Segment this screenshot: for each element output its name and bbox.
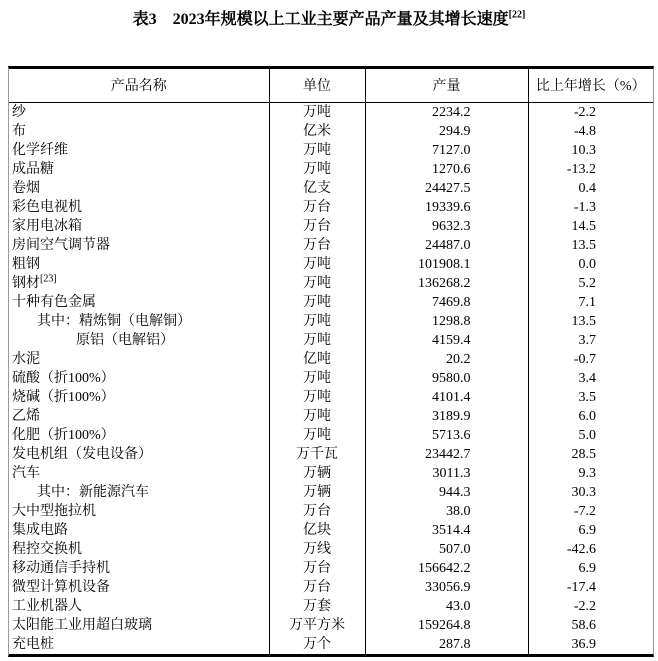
table-row <box>9 597 653 616</box>
col-header-growth: 比上年增长（%） <box>528 69 653 102</box>
table-row <box>9 540 653 559</box>
growth-value-cell: 6.9 <box>578 522 596 538</box>
product-name-label: 发电机组（发电设备） <box>12 446 152 462</box>
product-name-label: 工业机器人 <box>12 598 82 614</box>
output-value-cell: 1270.6 <box>365 160 528 179</box>
product-name-label: 十种有色金属 <box>12 294 96 310</box>
product-name-cell <box>9 540 269 559</box>
unit-cell: 亿吨 <box>269 350 365 369</box>
product-name-label: 钢材 <box>12 275 40 291</box>
unit-cell: 万吨 <box>269 331 365 350</box>
output-value-cell: 156642.2 <box>365 559 528 578</box>
product-name-cell <box>9 350 269 369</box>
unit-cell: 万台 <box>269 198 365 217</box>
growth-value-cell: 0.4 <box>578 180 596 196</box>
table-row <box>9 616 653 635</box>
col-header-product-name: 产品名称 <box>9 69 269 102</box>
unit-cell: 亿支 <box>269 179 365 198</box>
table-row <box>9 160 653 179</box>
output-value-cell: 33056.9 <box>365 578 528 597</box>
product-name-cell <box>9 388 269 407</box>
growth-value-cell: 13.5 <box>571 237 596 253</box>
growth-value-cell: 7.1 <box>578 294 596 310</box>
product-name-cell <box>9 122 269 141</box>
output-value-cell: 4101.4 <box>365 388 528 407</box>
unit-cell: 万吨 <box>269 255 365 274</box>
unit-cell: 万台 <box>269 236 365 255</box>
product-name-cell <box>9 236 269 255</box>
product-name-label: 化学纤维 <box>12 142 68 158</box>
product-name-cell <box>9 407 269 426</box>
output-value-cell: 507.0 <box>365 540 528 559</box>
table-row <box>9 559 653 578</box>
product-name-label: 程控交换机 <box>12 541 82 557</box>
table-row <box>9 350 653 369</box>
product-name-label: 其中：精炼铜（电解铜） <box>37 313 191 329</box>
output-value-cell: 136268.2 <box>365 274 528 293</box>
table-row <box>9 331 653 350</box>
product-name-label: 乙烯 <box>12 408 40 424</box>
product-name-cell <box>9 369 269 388</box>
output-value-cell: 2234.2 <box>365 102 528 122</box>
table-row <box>9 388 653 407</box>
output-value-cell: 4159.4 <box>365 331 528 350</box>
product-name-cell <box>9 464 269 483</box>
growth-value-cell: -17.4 <box>566 579 596 595</box>
output-value-cell: 159264.8 <box>365 616 528 635</box>
product-name-label: 成品糖 <box>12 161 54 177</box>
table-row <box>9 407 653 426</box>
output-value-cell: 24487.0 <box>365 236 528 255</box>
growth-value-cell: 28.5 <box>571 446 596 462</box>
output-value-cell: 20.2 <box>365 350 528 369</box>
products-table-container <box>8 66 654 657</box>
product-name-label: 烧碱（折100%） <box>12 389 115 405</box>
growth-value-cell: 13.5 <box>571 313 596 329</box>
product-name-cell <box>9 426 269 445</box>
output-value-cell: 3514.4 <box>365 521 528 540</box>
product-name-cell <box>9 198 269 217</box>
output-value-cell: 3189.9 <box>365 407 528 426</box>
product-name-label: 充电桩 <box>12 636 54 652</box>
product-name-cell <box>9 445 269 464</box>
product-name-cell <box>9 102 269 122</box>
product-name-cell <box>9 502 269 521</box>
product-name-label: 布 <box>12 123 26 139</box>
unit-cell: 万吨 <box>269 293 365 312</box>
product-name-cell <box>9 160 269 179</box>
growth-value-cell: 5.2 <box>578 275 596 291</box>
output-value-cell: 9580.0 <box>365 369 528 388</box>
col-header-output: 产量 <box>365 69 528 102</box>
unit-cell: 万吨 <box>269 407 365 426</box>
table-row <box>9 255 653 274</box>
output-value-cell: 287.8 <box>365 635 528 654</box>
table-row <box>9 502 653 521</box>
output-value-cell: 294.9 <box>365 122 528 141</box>
product-name-label: 微型计算机设备 <box>12 579 110 595</box>
growth-value-cell: 9.3 <box>578 465 596 481</box>
product-name-cell <box>9 293 269 312</box>
table-row <box>9 198 653 217</box>
product-name-cell <box>9 559 269 578</box>
growth-value-cell: -4.8 <box>573 123 596 139</box>
growth-value-cell: -0.7 <box>573 351 596 367</box>
growth-value-cell: 3.7 <box>578 332 596 348</box>
growth-value-cell: 58.6 <box>571 617 596 633</box>
unit-cell: 万吨 <box>269 141 365 160</box>
table-title <box>0 6 658 29</box>
unit-cell: 万吨 <box>269 312 365 331</box>
unit-cell: 万吨 <box>269 426 365 445</box>
product-name-cell <box>9 521 269 540</box>
growth-value-cell: 6.9 <box>578 560 596 576</box>
products-table <box>9 69 653 654</box>
table-title-text: 2023年规模以上工业主要产品产量及其增长速度 <box>172 11 509 28</box>
unit-cell: 亿米 <box>269 122 365 141</box>
product-name-label: 太阳能工业用超白玻璃 <box>12 617 152 633</box>
product-name-label: 原铝（电解铝） <box>76 332 174 348</box>
table-row <box>9 464 653 483</box>
product-name-label: 移动通信手持机 <box>12 560 110 576</box>
growth-value-cell: -2.2 <box>573 598 596 614</box>
table-row <box>9 217 653 236</box>
table-body <box>9 102 653 654</box>
product-name-label: 彩色电视机 <box>12 199 82 215</box>
unit-cell: 万个 <box>269 635 365 654</box>
product-name-label: 集成电路 <box>12 522 68 538</box>
growth-value-cell: -42.6 <box>566 541 596 557</box>
unit-cell: 万吨 <box>269 160 365 179</box>
product-name-cell <box>9 578 269 597</box>
table-row <box>9 274 653 293</box>
unit-cell: 万千瓦 <box>269 445 365 464</box>
product-name-cell <box>9 274 269 293</box>
table-row <box>9 312 653 331</box>
table-row <box>9 102 653 122</box>
product-name-cell <box>9 255 269 274</box>
product-name-cell <box>9 597 269 616</box>
product-name-label: 房间空气调节器 <box>12 237 110 253</box>
output-value-cell: 19339.6 <box>365 198 528 217</box>
output-value-cell: 43.0 <box>365 597 528 616</box>
growth-value-cell: -13.2 <box>566 161 596 177</box>
unit-cell: 万台 <box>269 502 365 521</box>
unit-cell: 亿块 <box>269 521 365 540</box>
table-row <box>9 635 653 654</box>
product-name-label: 大中型拖拉机 <box>12 503 96 519</box>
product-name-cell <box>9 635 269 654</box>
growth-value-cell: 36.9 <box>571 636 596 652</box>
unit-cell: 万台 <box>269 217 365 236</box>
product-name-label: 其中：新能源汽车 <box>37 484 149 500</box>
product-name-cell <box>9 312 269 331</box>
col-header-unit: 单位 <box>269 69 365 102</box>
table-row <box>9 445 653 464</box>
growth-value-cell: 10.3 <box>571 142 596 158</box>
product-name-superscript: [23] <box>40 273 57 284</box>
product-name-cell <box>9 179 269 198</box>
growth-value-cell: 3.4 <box>578 370 596 386</box>
product-name-label: 纱 <box>12 104 26 120</box>
product-name-label: 化肥（折100%） <box>12 427 115 443</box>
growth-value-cell: 6.0 <box>578 408 596 424</box>
table-row <box>9 179 653 198</box>
product-name-label: 卷烟 <box>12 180 40 196</box>
output-value-cell: 3011.3 <box>365 464 528 483</box>
output-value-cell: 944.3 <box>365 483 528 502</box>
unit-cell: 万吨 <box>269 369 365 388</box>
growth-value-cell: -1.3 <box>573 199 596 215</box>
growth-value-cell: 0.0 <box>578 256 596 272</box>
table-row <box>9 122 653 141</box>
table-title-prefix: 表3 <box>132 11 157 28</box>
output-value-cell: 101908.1 <box>365 255 528 274</box>
product-name-cell <box>9 616 269 635</box>
growth-value-cell: 3.5 <box>578 389 596 405</box>
unit-cell: 万吨 <box>269 102 365 122</box>
table-row <box>9 293 653 312</box>
output-value-cell: 5713.6 <box>365 426 528 445</box>
output-value-cell: 7469.8 <box>365 293 528 312</box>
header-row <box>9 69 653 102</box>
unit-cell: 万台 <box>269 578 365 597</box>
unit-cell: 万线 <box>269 540 365 559</box>
product-name-label: 硫酸（折100%） <box>12 370 115 386</box>
growth-value-cell: 5.0 <box>578 427 596 443</box>
unit-cell: 万辆 <box>269 483 365 502</box>
product-name-label: 水泥 <box>12 351 40 367</box>
table-row <box>9 141 653 160</box>
product-name-cell <box>9 331 269 350</box>
product-name-label: 汽车 <box>12 465 40 481</box>
table-row <box>9 236 653 255</box>
unit-cell: 万吨 <box>269 388 365 407</box>
growth-value-cell: -2.2 <box>573 104 596 120</box>
product-name-cell <box>9 141 269 160</box>
output-value-cell: 7127.0 <box>365 141 528 160</box>
table-title-superscript: [22] <box>508 9 526 21</box>
output-value-cell: 9632.3 <box>365 217 528 236</box>
table-row <box>9 483 653 502</box>
unit-cell: 万台 <box>269 559 365 578</box>
unit-cell: 万吨 <box>269 274 365 293</box>
table-row <box>9 521 653 540</box>
growth-value-cell: 30.3 <box>571 484 596 500</box>
output-value-cell: 1298.8 <box>365 312 528 331</box>
product-name-cell <box>9 217 269 236</box>
product-name-cell <box>9 483 269 502</box>
table-row <box>9 426 653 445</box>
table-row <box>9 578 653 597</box>
unit-cell: 万平方米 <box>269 616 365 635</box>
growth-value-cell: -7.2 <box>573 503 596 519</box>
unit-cell: 万辆 <box>269 464 365 483</box>
product-name-label: 家用电冰箱 <box>12 218 82 234</box>
growth-value-cell: 14.5 <box>571 218 596 234</box>
output-value-cell: 23442.7 <box>365 445 528 464</box>
unit-cell: 万套 <box>269 597 365 616</box>
output-value-cell: 24427.5 <box>365 179 528 198</box>
output-value-cell: 38.0 <box>365 502 528 521</box>
product-name-label: 粗钢 <box>12 256 40 272</box>
table-row <box>9 369 653 388</box>
